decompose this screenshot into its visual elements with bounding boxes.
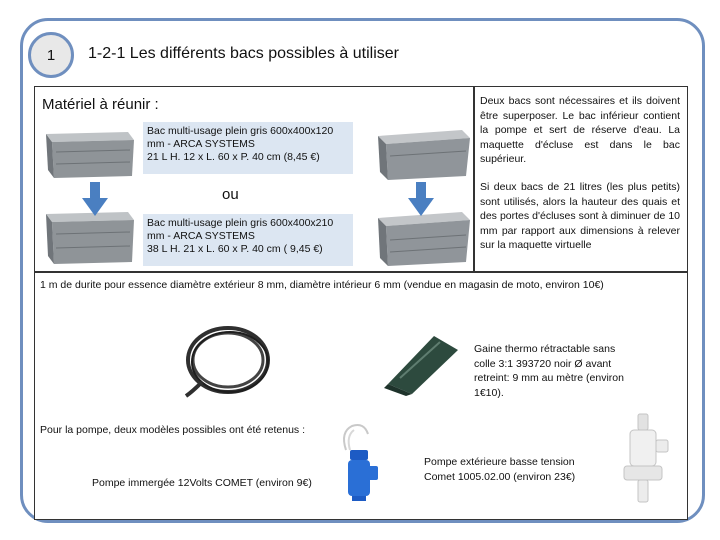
arrow-down-icon-right — [408, 182, 434, 216]
bac-120-line3: 21 L H. 12 x L. 60 x P. 40 cm (8,45 €) — [147, 151, 320, 163]
gaine-line2: colle 3:1 393720 noir Ø avant — [474, 357, 612, 370]
bac-210-line1: Bac multi-usage plein gris 600x400x210 — [147, 217, 334, 229]
pompe-immergee-label: Pompe immergée 12Volts COMET (environ 9€) — [92, 477, 312, 489]
bac-120-image-left — [42, 122, 136, 180]
description-para2: Si deux bacs de 21 litres (les plus petits) sont utilisés, alors la hauteur des quais et des portes d'écluses sont à diminuer de 10 mm par rapport aux dimensions à relever sur la maquette virtuelle — [480, 181, 680, 251]
bac-210-image-left — [42, 208, 136, 266]
gaine-line1: Gaine thermo rétractable sans — [474, 343, 616, 355]
pompe-exterieure-image — [616, 412, 672, 506]
bac-120-image-right — [374, 124, 472, 182]
bac-210-line2: mm - ARCA SYSTEMS — [147, 230, 255, 242]
gaine-text — [474, 342, 654, 400]
gaine-thermo-image — [384, 332, 462, 396]
ou-separator: ou — [222, 186, 239, 203]
durite-hose-image — [182, 322, 274, 398]
pompe-intro: Pour la pompe, deux modèles possibles ont été retenus : — [40, 424, 305, 436]
durite-text: 1 m de durite pour essence diamètre extérieur 8 mm, diamètre intérieur 6 mm (vendue en magasin de moto, environ 10€) — [40, 279, 604, 291]
bac-210-label — [143, 214, 353, 266]
description-para1: Deux bacs sont nécessaires et ils doivent être superposer. Le bac inférieur contient la pompe et sert de réserve d'eau. La maquette d'écluse est dans le bac supérieur. — [480, 95, 680, 165]
gaine-line4: 1€10). — [474, 386, 504, 399]
bac-120-label — [143, 122, 353, 174]
bac-210-image-right — [374, 210, 472, 268]
gaine-line3: retreint: 9 mm au mètre (environ — [474, 372, 624, 384]
bac-120-line1: Bac multi-usage plein gris 600x400x120 — [147, 125, 334, 137]
pompe-exterieure-label — [424, 455, 604, 484]
pompe-immergee-image — [338, 420, 388, 502]
slide-number: 1 — [46, 46, 56, 64]
pompe-exterieure-line2: Comet 1005.02.00 (environ 23€) — [424, 470, 576, 483]
bac-120-line2: mm - ARCA SYSTEMS — [147, 138, 255, 150]
bac-210-line3: 38 L H. 21 x L. 60 x P. 40 cm ( 9,45 €) — [147, 243, 323, 255]
arrow-down-icon-left — [82, 182, 108, 216]
pompe-exterieure-line1: Pompe extérieure basse tension — [424, 456, 575, 468]
slide-number-badge — [28, 32, 74, 78]
materiel-title: Matériel à réunir : — [42, 96, 159, 113]
slide-title: 1-2-1 Les différents bacs possibles à utiliser — [88, 45, 399, 62]
